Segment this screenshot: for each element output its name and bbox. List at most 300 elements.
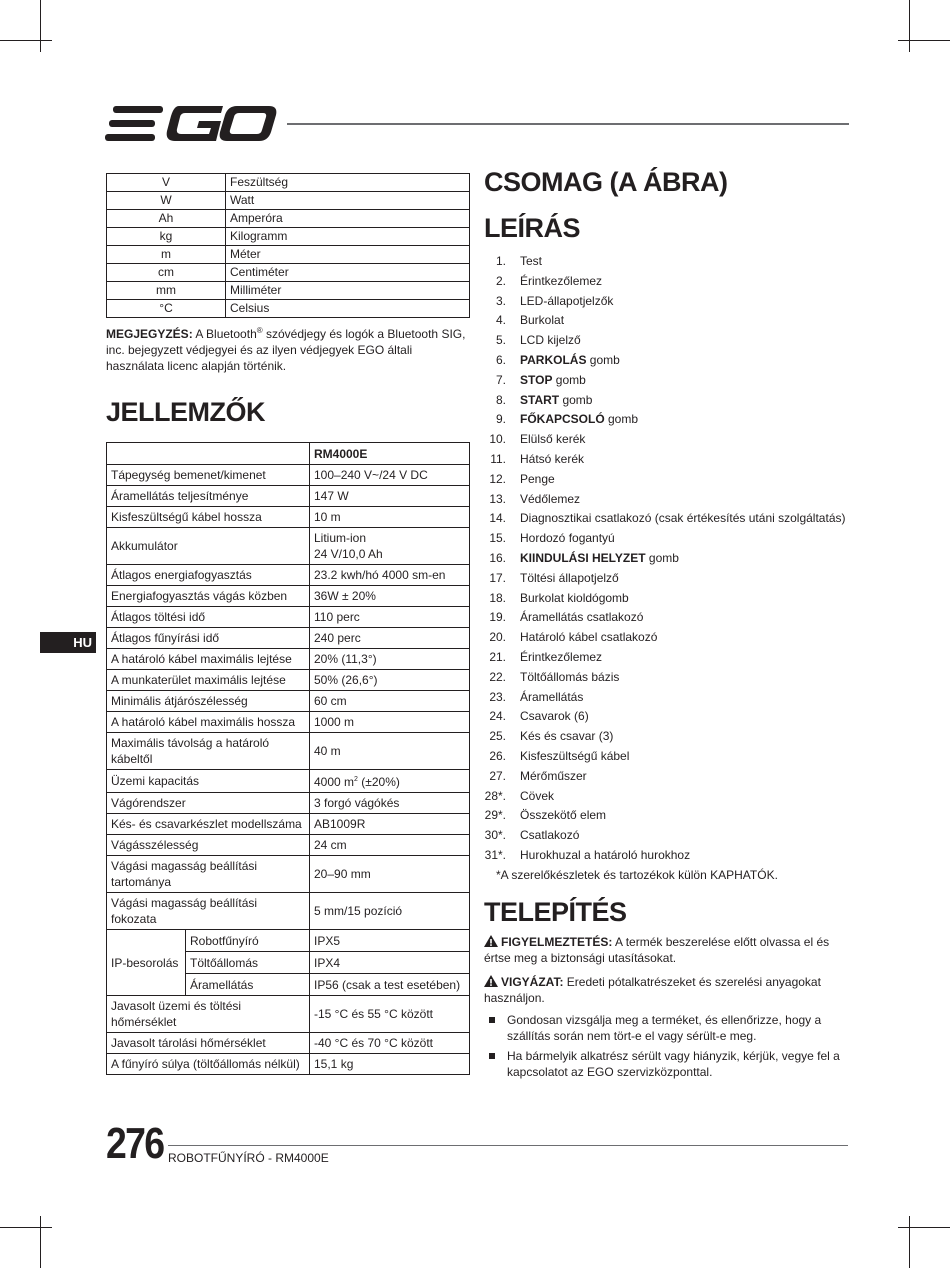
spec-value — [310, 793, 470, 814]
parts-list-item — [484, 272, 850, 292]
spec-ip-value: IPX4 — [310, 952, 470, 974]
parts-list-item — [484, 371, 850, 391]
parts-list-item — [484, 846, 850, 866]
specs-model-header: RM4000E — [310, 443, 470, 465]
part-text — [520, 311, 564, 331]
part-number: 14. — [489, 511, 506, 526]
part-label: Áramellátás — [520, 689, 584, 704]
part-label: Hátsó kerék — [520, 451, 585, 466]
unit-name: Kilogramm — [226, 228, 470, 246]
spec-value-text: AB1009R — [314, 817, 366, 831]
part-label: Cövek — [520, 788, 555, 803]
parts-footnote: *A szerelőkészletek és tartozékok külön KAPHATÓK. — [496, 867, 778, 882]
unit-symbol: m — [107, 246, 226, 264]
part-text — [520, 430, 585, 450]
parts-list-item — [484, 509, 850, 529]
spec-row — [107, 1054, 470, 1075]
spec-label: Áramellátás teljesítménye — [107, 486, 310, 507]
spec-label: A határoló kábel maximális lejtése — [107, 649, 310, 670]
footer-text: ROBOTFŰNYÍRÓ - RM4000E — [168, 1151, 329, 1165]
caution-text: Eredeti pótalkatrészeket és szerelési anyagokat használjon. — [484, 974, 821, 1005]
spec-row — [107, 528, 470, 565]
spec-value-line2: 24 V/10,0 Ah — [314, 547, 383, 561]
part-text — [520, 747, 629, 767]
part-label: Test — [520, 254, 543, 268]
install-bullets — [484, 1012, 850, 1080]
spec-value-text: 1000 m — [314, 715, 355, 729]
part-number: 18. — [489, 590, 506, 605]
part-text — [520, 490, 580, 510]
unit-symbol: kg — [107, 228, 226, 246]
part-number: 13. — [489, 491, 506, 506]
left-column — [106, 173, 470, 1075]
part-label: Burkolat kioldógomb — [520, 590, 629, 605]
spec-value-text: Litium-ion — [314, 531, 367, 545]
warning-icon — [484, 935, 498, 947]
parts-list-item — [484, 668, 850, 688]
units-row — [107, 264, 470, 282]
parts-list-item — [484, 331, 850, 351]
spec-value — [310, 565, 470, 586]
caution-label: VIGYÁZAT: — [501, 974, 564, 989]
spec-label: Vágási magasság beállítási tartománya — [107, 856, 310, 893]
part-number: 9. — [495, 412, 506, 427]
spec-label: Átlagos fűnyírási idő — [107, 628, 310, 649]
bluetooth-note — [106, 323, 468, 374]
unit-name: Watt — [226, 192, 470, 210]
spec-row — [107, 565, 470, 586]
spec-row — [107, 770, 470, 793]
spec-value-text: 240 perc — [314, 631, 361, 645]
part-text — [520, 608, 643, 628]
spec-value — [310, 465, 470, 486]
part-number: 20. — [489, 630, 506, 645]
spec-label: Kisfeszültségű kábel hossza — [107, 507, 310, 528]
spec-row — [107, 793, 470, 814]
spec-ip-sub: Töltőállomás — [186, 952, 310, 974]
parts-list-item — [484, 490, 850, 510]
part-text — [520, 688, 583, 708]
part-text — [520, 589, 629, 609]
part-bold-text: START — [520, 392, 560, 407]
part-text — [520, 470, 555, 490]
spec-value — [310, 1054, 470, 1075]
part-text — [520, 826, 579, 846]
part-text — [520, 727, 613, 747]
units-row — [107, 192, 470, 210]
description-title: LEÍRÁS — [484, 213, 581, 243]
right-column — [484, 166, 850, 1084]
spec-label: Tápegység bemenet/kimenet — [107, 465, 310, 486]
part-bold-text: STOP — [520, 372, 553, 387]
footer-rule — [168, 1145, 848, 1146]
spec-label: A határoló kábel maximális hossza — [107, 712, 310, 733]
spec-label: Maximális távolság a határoló kábeltől — [107, 733, 310, 770]
part-number: 12. — [489, 471, 506, 486]
spec-value-text: 36W ± 20% — [314, 589, 376, 603]
spec-value-tail: (±20%) — [357, 775, 400, 789]
unit-name: Amperóra — [226, 210, 470, 228]
part-label: Penge — [520, 471, 555, 486]
units-row — [107, 246, 470, 264]
note-text-cont: szóvédjegy és logók a Bluetooth SIG, inc. bejegyzett védjegyei és az ilyen védjegyek EGO általi használata licenc alapján történik. — [106, 327, 466, 373]
spec-value-text: 50% (26,6°) — [314, 673, 378, 687]
spec-label: Üzemi kapacitás — [107, 770, 310, 793]
spec-label: Átlagos energiafogyasztás — [107, 565, 310, 586]
part-label: gomb — [552, 372, 586, 387]
spec-value-text: 100–240 V~/24 V DC — [314, 468, 428, 482]
part-text — [520, 668, 619, 688]
crop-mark — [898, 1227, 950, 1228]
unit-name: Celsius — [226, 300, 470, 318]
units-row — [107, 282, 470, 300]
language-tab: HU — [40, 632, 96, 653]
part-label: Érintkezőlemez — [520, 273, 603, 288]
spec-ip-inner-row — [107, 930, 309, 952]
spec-ip-sub: Robotfűnyíró — [186, 930, 310, 952]
spec-row — [107, 814, 470, 835]
units-row — [107, 174, 470, 192]
crop-mark — [0, 40, 52, 41]
part-label: Kés és csavar (3) — [520, 729, 614, 744]
unit-symbol: °C — [107, 300, 226, 318]
part-label: Mérőműszer — [520, 768, 587, 783]
part-number: 15. — [489, 531, 506, 546]
crop-mark — [40, 0, 41, 52]
page-number: 276 — [106, 1119, 164, 1168]
spec-value-sup: 2 — [354, 776, 358, 783]
spec-ip-inner — [107, 930, 309, 995]
parts-list-item — [484, 648, 850, 668]
part-text — [520, 767, 587, 787]
part-label: Töltési állapotjelző — [520, 570, 619, 585]
spec-value-text: 20% (11,3°) — [314, 652, 377, 666]
part-number: 24. — [489, 709, 506, 724]
registered-mark: ® — [256, 326, 263, 335]
part-number: 25. — [489, 729, 506, 744]
part-text — [520, 529, 615, 549]
spec-value — [310, 507, 470, 528]
spec-row — [107, 607, 470, 628]
spec-value-text: 5 mm/15 pozíció — [314, 904, 403, 918]
part-label: LCD kijelző — [520, 333, 581, 348]
part-text — [520, 806, 606, 826]
spec-value — [310, 856, 470, 893]
spec-ip-sub: Áramellátás — [190, 977, 254, 992]
spec-row — [107, 486, 470, 507]
crop-mark — [898, 40, 950, 41]
spec-row — [107, 835, 470, 856]
part-label: LED-állapotjelzők — [520, 293, 614, 308]
specs-header-empty — [107, 443, 310, 465]
spec-value — [310, 770, 470, 793]
spec-label: Akkumulátor — [107, 528, 310, 565]
specs-header-row — [107, 443, 470, 465]
part-number: 27. — [489, 768, 506, 783]
spec-value — [310, 996, 470, 1033]
bullet-square-icon — [489, 1053, 495, 1059]
spec-value-text: 147 W — [314, 489, 349, 503]
part-label: Hordozó fogantyú — [520, 531, 615, 546]
spec-value-text: 110 perc — [314, 610, 360, 624]
spec-ip-row — [107, 930, 470, 952]
part-label: Csavarok (6) — [520, 709, 589, 724]
spec-row — [107, 1033, 470, 1054]
part-number: 21. — [489, 649, 506, 664]
parts-list-item — [484, 826, 850, 846]
part-text — [520, 272, 602, 292]
part-number: 6. — [495, 352, 506, 367]
bullet-square-icon — [489, 1017, 495, 1023]
unit-name: Milliméter — [226, 282, 470, 300]
parts-list-item — [484, 787, 850, 807]
part-label: Diagnosztikai csatlakozó (csak értékesítés utáni szolgáltatás) — [520, 511, 846, 526]
units-row — [107, 210, 470, 228]
parts-list-item — [484, 391, 850, 411]
parts-list-item — [484, 470, 850, 490]
part-number: 1. — [495, 254, 506, 268]
caution-icon — [484, 975, 498, 987]
spec-value — [310, 649, 470, 670]
part-number: 4. — [495, 313, 506, 328]
spec-label: A fűnyíró súlya (töltőállomás nélkül) — [107, 1054, 310, 1075]
spec-row — [107, 712, 470, 733]
spec-ip-label: IP-besorolás — [107, 930, 186, 995]
part-text — [520, 391, 592, 411]
spec-value — [310, 486, 470, 507]
install-title: TELEPÍTÉS — [484, 896, 627, 927]
part-number: 16. — [489, 550, 506, 565]
part-number: 10. — [489, 432, 506, 447]
parts-list-item — [484, 727, 850, 747]
part-bold-text: KIINDULÁSI HELYZET — [520, 550, 646, 565]
part-label: Elülső kerék — [520, 432, 586, 447]
spec-value — [310, 607, 470, 628]
spec-row — [107, 649, 470, 670]
spec-value-text: -15 °C és 55 °C között — [314, 1007, 433, 1021]
crop-mark — [0, 1227, 52, 1228]
features-title: JELLEMZŐK — [106, 397, 266, 427]
part-label: Csatlakozó — [520, 828, 580, 843]
spec-ip-value: IP56 (csak a test esetében) — [310, 974, 470, 996]
unit-name: Centiméter — [226, 264, 470, 282]
part-label: Áramellátás csatlakozó — [520, 610, 644, 625]
part-text — [520, 846, 690, 866]
parts-list-item — [484, 450, 850, 470]
part-text — [520, 331, 581, 351]
spec-value — [310, 628, 470, 649]
part-number: 5. — [495, 333, 506, 348]
part-label: Töltőállomás bázis — [520, 669, 620, 684]
part-label: gomb — [604, 412, 639, 427]
caution-block — [484, 974, 850, 1006]
spec-value-text: 20–90 mm — [314, 867, 371, 881]
parts-list — [484, 252, 850, 866]
part-number: 30*. — [484, 828, 506, 843]
spec-label: Vágási magasság beállítási fokozata — [107, 893, 310, 930]
spec-label: Javasolt tárolási hőmérséklet — [107, 1033, 310, 1054]
part-text — [520, 509, 845, 529]
part-label: Védőlemez — [520, 491, 581, 506]
part-text — [520, 252, 542, 272]
spec-row — [107, 507, 470, 528]
part-text — [520, 371, 586, 391]
spec-value — [310, 586, 470, 607]
spec-label: Kés- és csavarkészlet modellszáma — [107, 814, 310, 835]
part-text — [520, 569, 619, 589]
parts-list-item — [484, 747, 850, 767]
parts-list-item — [484, 430, 850, 450]
spec-value-text: 23.2 kwh/hó 4000 sm-en — [314, 568, 446, 582]
part-text — [520, 450, 584, 470]
parts-list-item — [484, 569, 850, 589]
crop-mark — [909, 0, 910, 52]
part-bold-text: PARKOLÁS — [520, 352, 587, 367]
parts-list-item — [484, 608, 850, 628]
part-label: gomb — [645, 550, 679, 565]
spec-value-text: 10 m — [314, 510, 341, 524]
bullet-text: Gondosan vizsgálja meg a terméket, és ellenőrizze, hogy a szállítás során nem tört-e el vagy sérült-e meg. — [507, 1012, 822, 1043]
spec-value-text: 15,1 kg — [314, 1057, 354, 1071]
units-row — [107, 300, 470, 318]
spec-value — [310, 814, 470, 835]
part-number: 22. — [489, 669, 506, 684]
spec-label: Vágórendszer — [107, 793, 310, 814]
spec-row — [107, 996, 470, 1033]
part-label: Határoló kábel csatlakozó — [520, 630, 658, 645]
header-rule — [287, 123, 849, 125]
part-number: 2. — [495, 273, 506, 288]
spec-value — [310, 691, 470, 712]
spec-row — [107, 670, 470, 691]
spec-row — [107, 628, 470, 649]
part-text — [520, 787, 554, 807]
unit-symbol: W — [107, 192, 226, 210]
warning-text: A termék beszerelése előtt olvassa el és értse meg a biztonsági utasításokat. — [484, 934, 830, 965]
unit-symbol: Ah — [107, 210, 226, 228]
note-text: A Bluetooth — [192, 327, 257, 341]
parts-list-item — [484, 311, 850, 331]
spec-value-text: 40 m — [314, 744, 341, 758]
specs-table — [106, 442, 470, 1075]
spec-row — [107, 465, 470, 486]
parts-list-item — [484, 767, 850, 787]
part-number: 31*. — [484, 847, 506, 862]
units-row — [107, 228, 470, 246]
part-number: 11. — [490, 451, 506, 466]
parts-list-item — [484, 707, 850, 727]
warning-block — [484, 934, 850, 966]
part-text — [520, 628, 657, 648]
bullet-text: Ha bármelyik alkatrész sérült vagy hiányzik, kérjük, vegye fel a kapcsolatot az EGO szervizközponttal. — [507, 1048, 840, 1079]
part-text — [520, 648, 602, 668]
parts-list-item — [484, 589, 850, 609]
unit-symbol: V — [107, 174, 226, 192]
parts-list-item — [484, 529, 850, 549]
part-number: 23. — [489, 689, 506, 704]
spec-value — [310, 1033, 470, 1054]
spec-label: Minimális átjárószélesség — [107, 691, 310, 712]
spec-label: Vágásszélesség — [107, 835, 310, 856]
spec-value-text: 24 cm — [314, 838, 347, 852]
units-table — [106, 173, 470, 318]
bullet-item — [484, 1012, 850, 1044]
part-number: 7. — [495, 372, 506, 387]
spec-ip-group — [107, 930, 310, 996]
spec-label: Javasolt üzemi és töltési hőmérséklet — [107, 996, 310, 1033]
crop-mark — [40, 1216, 41, 1268]
parts-list-item — [484, 549, 850, 569]
parts-list-item — [484, 410, 850, 430]
part-number: 8. — [495, 392, 506, 407]
spec-row — [107, 733, 470, 770]
spec-value — [310, 893, 470, 930]
spec-ip-value: IPX5 — [310, 930, 470, 952]
spec-row — [107, 893, 470, 930]
spec-row — [107, 856, 470, 893]
part-number: 17. — [489, 570, 506, 585]
parts-list-item — [484, 628, 850, 648]
part-bold-text: FŐKAPCSOLÓ — [520, 412, 605, 427]
part-number: 29*. — [484, 808, 506, 823]
spec-value-text: 3 forgó vágókés — [314, 796, 400, 810]
spec-row — [107, 586, 470, 607]
part-label: gomb — [559, 392, 593, 407]
spec-row — [107, 691, 470, 712]
parts-list-item — [484, 351, 850, 371]
parts-list-item — [484, 252, 850, 272]
spec-value — [310, 835, 470, 856]
unit-name: Méter — [226, 246, 470, 264]
spec-value-text: 60 cm — [314, 694, 347, 708]
crop-mark — [909, 1216, 910, 1268]
part-text — [520, 410, 638, 430]
part-label: Hurokhuzal a határoló hurokhoz — [520, 847, 691, 862]
unit-symbol: cm — [107, 264, 226, 282]
part-number: 3. — [495, 293, 506, 308]
warning-label: FIGYELMEZTETÉS: — [501, 934, 613, 949]
part-label: Összekötő elem — [520, 808, 607, 823]
part-text — [520, 707, 589, 727]
part-label: gomb — [586, 352, 620, 367]
part-number: 26. — [489, 748, 506, 763]
unit-name: Feszültség — [226, 174, 470, 192]
parts-list-item — [484, 292, 850, 312]
spec-value — [310, 528, 470, 565]
parts-list-item — [484, 688, 850, 708]
part-text — [520, 549, 679, 569]
part-text — [520, 292, 613, 312]
part-number: 28*. — [484, 788, 506, 803]
part-label: Kisfeszültségű kábel — [520, 748, 630, 763]
ego-logo — [105, 102, 277, 146]
part-text — [520, 351, 620, 371]
spec-label: Átlagos töltési idő — [107, 607, 310, 628]
spec-label: Energiafogyasztás vágás közben — [107, 586, 310, 607]
spec-label: A munkaterület maximális lejtése — [107, 670, 310, 691]
unit-symbol: mm — [107, 282, 226, 300]
spec-value — [310, 670, 470, 691]
spec-value — [310, 712, 470, 733]
spec-value — [310, 733, 470, 770]
part-label: Burkolat — [520, 313, 565, 328]
note-label: MEGJEGYZÉS: — [106, 327, 193, 341]
part-number: 19. — [489, 610, 506, 625]
spec-value-text: 4000 m — [314, 775, 355, 789]
package-title: CSOMAG (A ÁBRA) — [484, 167, 728, 197]
part-label: Érintkezőlemez — [520, 649, 603, 664]
spec-value-text: -40 °C és 70 °C között — [314, 1036, 433, 1050]
